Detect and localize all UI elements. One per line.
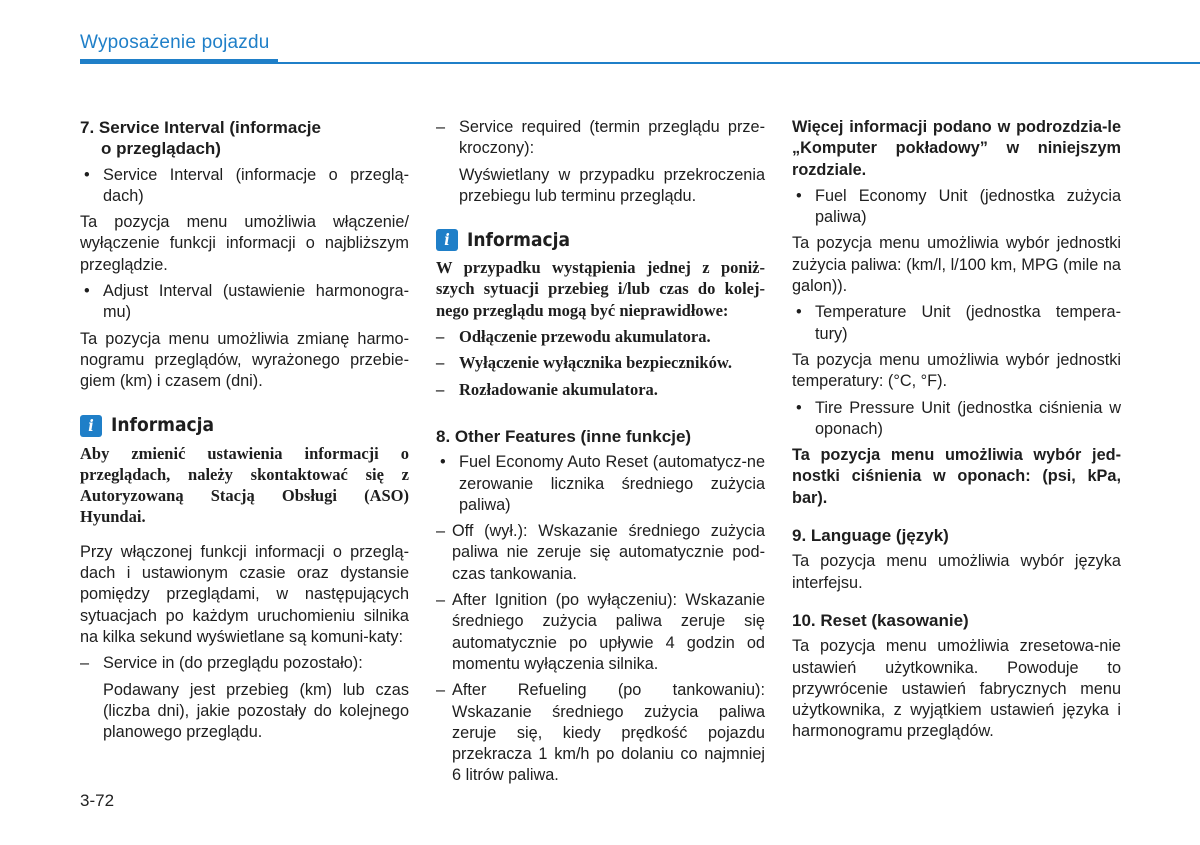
sub-item-text: After Refueling (po tankowaniu): Wskazanie średniego zużycia paliwa zeruje się, kiedy prędkość pojazdu przekracza 1 km/h po dolaniu co najmniej 6 litrów paliwa. [452,681,765,785]
sub-item-after-ignition [436,590,765,675]
sub-item-text: Off (wył.): Wskazanie średniego zużycia paliwa nie zeruje się automatycznie pod-czas tankowania. [452,522,765,583]
info-list-text: Odłączenie przewodu akumulatora. [459,327,711,347]
bullet-tire-pressure-unit: • Tire Pressure Unit (jednostka ciśnienia w oponach) [792,398,1121,441]
dash-marker: – [436,522,446,541]
paragraph-temperature-unit: Ta pozycja menu umożliwia wybór jednostki temperatury: (°C, °F). [792,350,1121,391]
info-label: Informacja [111,413,214,436]
paragraph-toggle-info: Ta pozycja menu umożliwia włączenie/ wyłączenie funkcji informacji o najbliższym przeglądzie. [80,213,409,274]
info-icon: i [436,229,458,251]
info-list-item [436,326,765,347]
info-header [80,415,409,437]
heading-language: 9. Language (język) [792,526,949,546]
heading-other-features: 8. Other Features (inne funkcje) [436,426,692,446]
heading-line-2: o przeglądach) [101,139,221,159]
dash-marker: – [80,654,90,673]
paragraph-fuel-unit: Ta pozycja menu umożliwia wybór jednostki zużycia paliwa: (km/l, l/100 km, MPG (mile na galon)). [792,234,1121,296]
dash-item-service-required [436,117,765,160]
info-list-item [436,352,765,373]
heading-service-interval [80,117,409,160]
header-rule [278,62,1200,64]
header-accent-bar [80,59,278,64]
dash-marker: – [436,591,446,610]
dash-marker: – [436,327,445,347]
bullet-fuel-economy-unit: • Fuel Economy Unit (jednostka zużycia paliwa) [792,186,1121,229]
dash-item-description: Podawany jest przebieg (km) lub czas (liczba dni), jakie pozostały do kolejnego planowego przeglądu. [103,680,409,742]
paragraph-reset: Ta pozycja menu umożliwia zresetowa-nie ustawień użytkownika. Powoduje to przywrócenie ustawień fabrycznych menu użytkownika, z wyjątkiem ustawień języka i harmonogramu przeglądów. [792,637,1121,741]
heading-reset: 10. Reset (kasowanie) [792,610,969,630]
dash-item-text: Service in (do przeglądu pozostało): [103,654,363,673]
info-list-item [436,379,765,400]
dash-item-description: Wyświetlany w przypadku przekroczenia przebiegu lub terminu przeglądu. [459,165,765,205]
sub-item-text: After Ignition (po wyłączeniu): Wskazanie średniego zużycia paliwa zeruje się automatycznie po upływie 4 godzin od momentu wyłączenia silnika. [452,591,765,673]
sub-item-after-refueling [436,680,765,786]
info-list-text: Rozładowanie akumulatora. [459,379,658,399]
column-1 [80,117,409,748]
info-note [436,257,765,400]
info-note-text: Aby zmienić ustawienia informacji o przeglądach, należy skontaktować się z Autoryzowaną Stacją Obsługi (ASO) Hyundai. [80,443,409,527]
paragraph-tire-pressure-unit: Ta pozycja menu umożliwia wybór jed-nostki ciśnienia w oponach: (psi, kPa, bar). [792,446,1121,507]
paragraph-adjust-schedule: Ta pozycja menu umożliwia zmianę harmo-nogramu przeglądów, wyrażonego przebie-giem (km) i czasem (dni). [80,329,409,391]
bullet-service-interval: • Service Interval (informacje o przeglą-dach) [80,165,409,208]
bold-intro: Więcej informacji podano w podrozdzia-le „Komputer pokładowy” w niniejszym rozdziale. [792,118,1121,179]
heading-line-1: 7. Service Interval (informacje [80,118,321,137]
bullet-adjust-interval: • Adjust Interval (ustawienie harmonogra-mu) [80,281,409,324]
info-icon: i [80,415,102,437]
info-header [436,229,765,251]
dash-marker: – [436,118,446,136]
column-3 [792,117,1121,748]
dash-marker: – [436,353,445,373]
dash-item-text: Service required (termin przeglądu prze-kroczony): [459,118,765,158]
paragraph-language: Ta pozycja menu umożliwia wybór języka interfejsu. [792,552,1121,592]
dash-item-service-in [80,653,409,674]
info-note [80,443,409,528]
bullet-fuel-economy-reset: • Fuel Economy Auto Reset (automatycz-ne zerowanie licznika średniego zużycia paliwa) [436,452,765,516]
sub-item-off [436,521,765,585]
page-number: 3-72 [80,791,115,810]
bullet-temperature-unit: • Temperature Unit (jednostka tempera-tury) [792,302,1121,345]
info-list-text: Wyłączenie wyłącznika bezpieczników. [459,353,732,373]
dash-marker: – [436,681,446,700]
section-title: Wyposażenie pojazdu [80,32,270,53]
dash-marker: – [436,379,445,399]
paragraph-messages: Przy włączonej funkcji informacji o przeglą-dach i ustawionym czasie oraz dystansie pomiędzy przeglądami, w następujących sytuacjach po każdym uruchomieniu silnika na kilka sekund wyświetlane są komuni-katy: [80,542,409,646]
column-2 [436,117,765,792]
info-label: Informacja [467,228,570,251]
info-note-text: W przypadku wystąpienia jednej z poniż-szych sytuacji przebieg i/lub czas do kolej-nego przeglądu mogą być nieprawidłowe: [436,258,765,320]
